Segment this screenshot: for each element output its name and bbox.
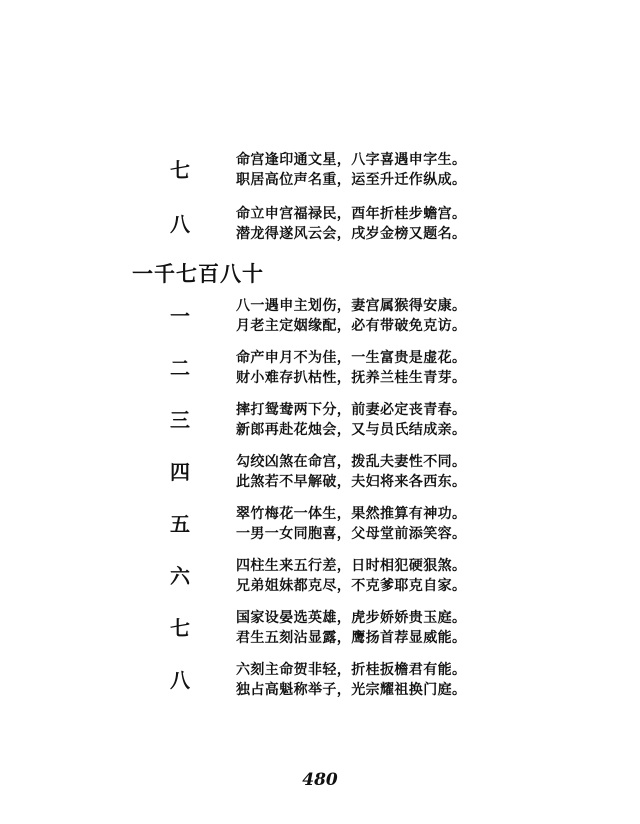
entry-7 <box>0 608 640 648</box>
entry-3 <box>0 400 640 440</box>
verse-line-1: 命产申月不为佳，一生富贵是虚花。 <box>236 350 467 366</box>
entry-6 <box>0 556 640 596</box>
verse-line-1: 命宫逢印通文星，八字喜遇申字生。 <box>236 152 467 168</box>
verse-line-2: 财小难存扒枯性，抚养兰桂生青芽。 <box>236 370 467 386</box>
entry-number: 八 <box>170 668 190 692</box>
page-number: 480 <box>302 770 338 790</box>
verse-line-2: 兄弟姐妹都克尽，不克爹耶克自家。 <box>236 578 467 594</box>
verse-line-2: 月老主定姻缘配，必有带破免克访。 <box>236 318 467 334</box>
entry-number: 四 <box>170 460 190 484</box>
verse-line-2: 新郎再赴花烛会，又与员氏结成亲。 <box>236 422 467 438</box>
entry-verse <box>236 660 616 700</box>
entry-verse <box>236 296 616 336</box>
entry-verse <box>236 452 616 492</box>
entry-verse <box>236 204 616 244</box>
entry-verse <box>236 504 616 544</box>
verse-line-1: 六刻主命贺非轻，折桂扳檐君有能。 <box>236 662 467 678</box>
entry-2 <box>0 348 640 388</box>
entry-verse <box>236 608 616 648</box>
entry-top-7 <box>0 150 640 190</box>
verse-line-1: 命立申宫福禄民，酉年折桂步蟾宫。 <box>236 206 467 222</box>
verse-line-2: 君生五刻沾显露，鹰扬首荐显威能。 <box>236 630 467 646</box>
entry-number: 七 <box>170 616 190 640</box>
verse-line-2: 职居高位声名重，运至升迁作纵成。 <box>236 172 467 188</box>
verse-line-1: 国家设晏选英雄，虎步娇娇贵玉庭。 <box>236 610 467 626</box>
entry-number: 五 <box>170 512 190 536</box>
verse-line-1: 八一遇申主划伤，妻宫属猴得安康。 <box>236 298 467 314</box>
verse-line-2: 潜龙得遂风云会，戌岁金榜又题名。 <box>236 226 467 242</box>
entry-number: 三 <box>170 408 190 432</box>
entry-8 <box>0 660 640 700</box>
entry-verse <box>236 400 616 440</box>
entry-number: 七 <box>170 158 190 182</box>
entry-verse <box>236 150 616 190</box>
verse-line-2: 一男一女同胞喜，父母堂前添笑容。 <box>236 526 467 542</box>
verse-line-2: 独占高魁称举子，光宗耀祖换门庭。 <box>236 682 467 698</box>
verse-line-1: 翠竹梅花一体生，果然推算有神功。 <box>236 506 467 522</box>
entry-number: 二 <box>170 356 190 380</box>
entry-number: 一 <box>170 304 190 328</box>
section-title: 一千七百八十 <box>132 261 264 286</box>
verse-line-1: 摔打鸳鸯两下分，前妻必定丧青春。 <box>236 402 467 418</box>
verse-line-1: 四柱生来五行差，日时相犯硬狠煞。 <box>236 558 467 574</box>
entry-verse <box>236 348 616 388</box>
entry-number: 八 <box>170 212 190 236</box>
entry-4 <box>0 452 640 492</box>
entry-verse <box>236 556 616 596</box>
entry-top-8 <box>0 204 640 244</box>
entry-number: 六 <box>170 564 190 588</box>
entry-1 <box>0 296 640 336</box>
verse-line-2: 此煞若不早解破，夫妇将来各西东。 <box>236 474 467 490</box>
entry-5 <box>0 504 640 544</box>
verse-line-1: 勾绞凶煞在命宫，拨乱夫妻性不同。 <box>236 454 467 470</box>
